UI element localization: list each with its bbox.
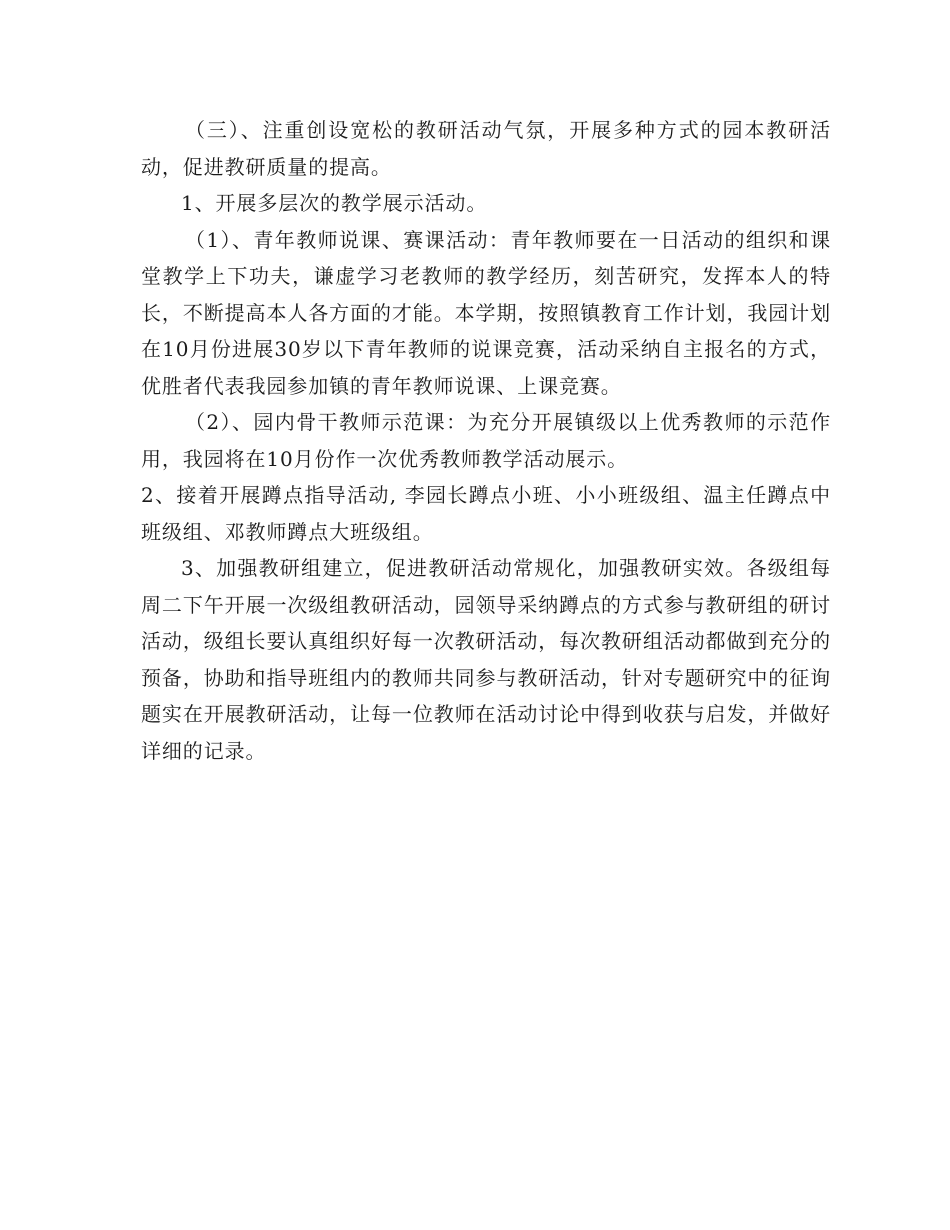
item-2-paragraph: 2、接着开展蹲点指导活动, 李园长蹲点小班、小小班级组、温主任蹲点中班级组、邓教师蹲点大班级组。 <box>141 483 831 544</box>
item-1-paragraph: 1、开展多层次的教学展示活动。 <box>181 191 488 215</box>
item-3-paragraph: 3、加强教研组建立，促进教研活动常规化，加强教研实效。各级组每周二下午开展一次级组教研活动，园领导采纳蹲点的方式参与教研组的研讨活动，级组长要认真组织好每一次教研活动，每次教研组活动都做到充分的预备，协助和指导班组内的教师共同参与教研活动，针对专题研究中的征询题实在开展教研活动，让每一位教师在活动讨论中得到收获与启发，并做好详细的记录。 <box>141 556 831 763</box>
document-body <box>141 112 831 769</box>
item-1-2-paragraph: （2）、园内骨干教师示范课：为充分开展镇级以上优秀教师的示范作用，我园将在10月份作一次优秀教师教学活动展示。 <box>141 410 831 471</box>
item-1-1-paragraph: （1）、青年教师说课、赛课活动：青年教师要在一日活动的组织和课堂教学上下功夫，谦虚学习老教师的教学经历，刻苦研究，发挥本人的特长，不断提高本人各方面的才能。本学期，按照镇教育工作计划，我园计划在10月份进展30岁以下青年教师的说课竞赛，活动采纳自主报名的方式，优胜者代表我园参加镇的青年教师说课、上课竞赛。 <box>141 227 831 398</box>
section-three-paragraph: （三）、注重创设宽松的教研活动气氛，开展多种方式的园本教研活动，促进教研质量的提高。 <box>141 118 831 179</box>
